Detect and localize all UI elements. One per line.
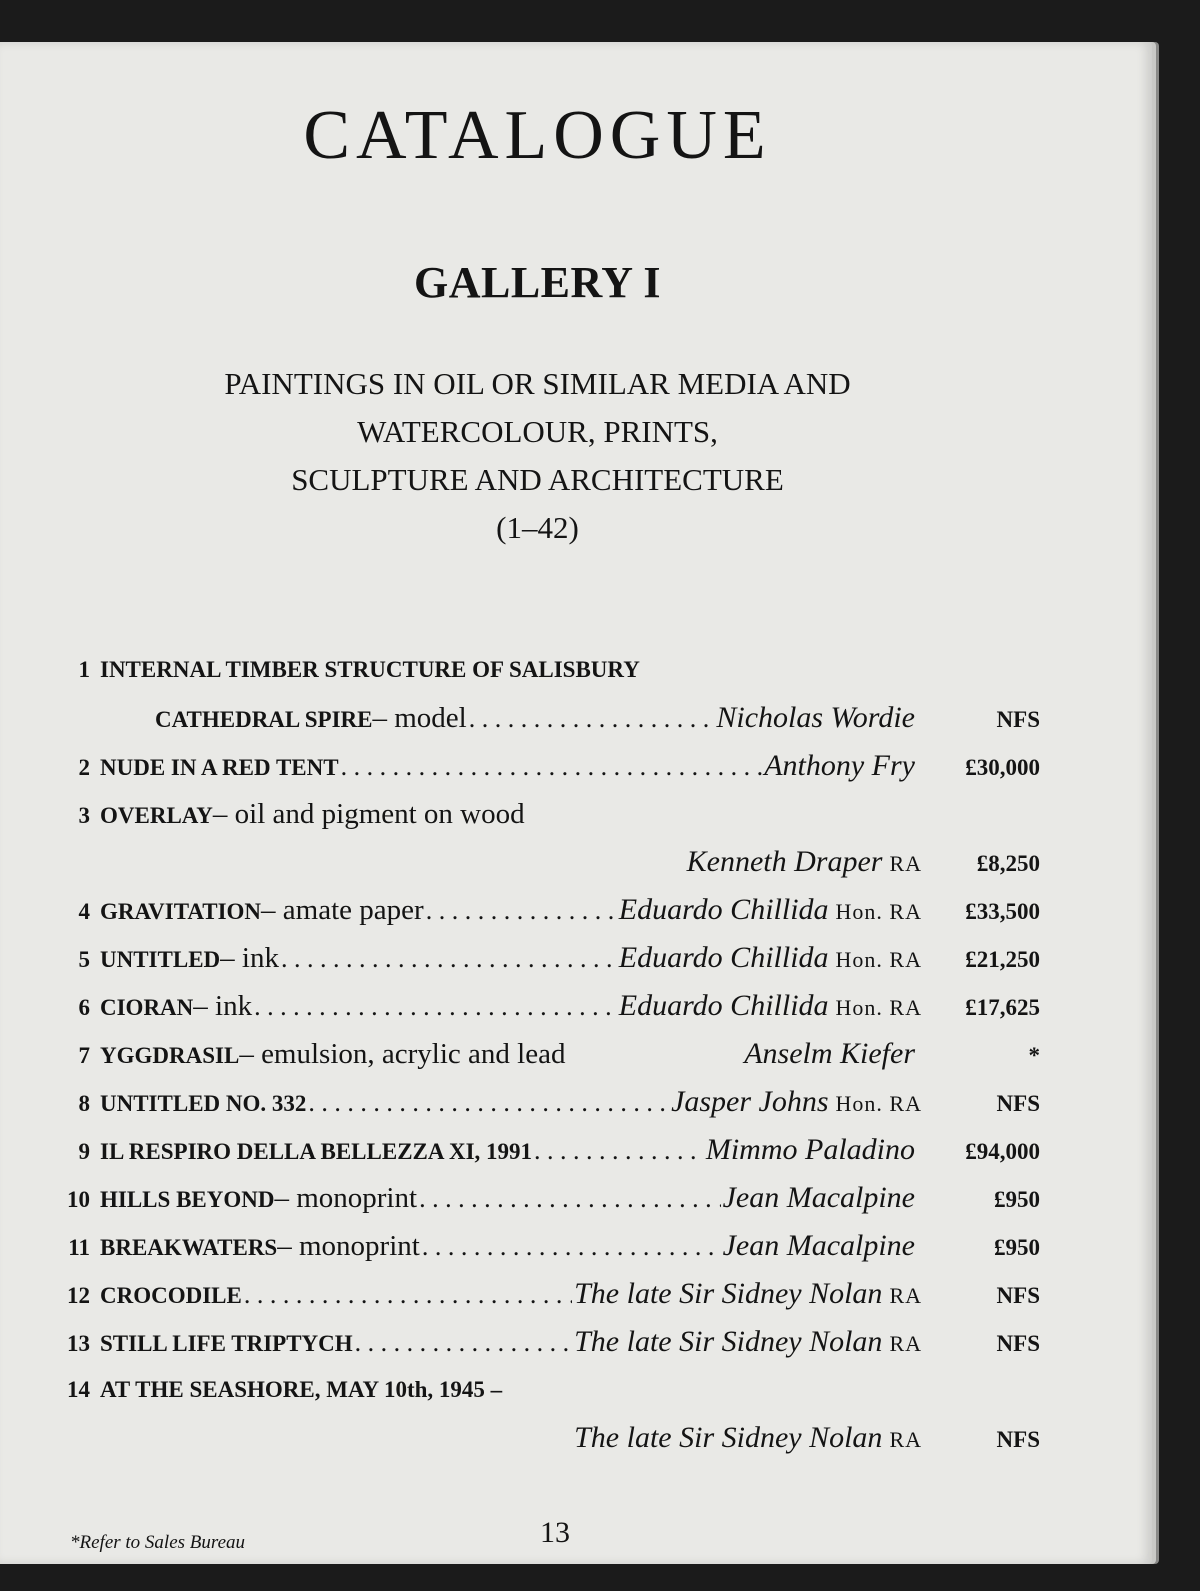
- entry-number: 4: [78, 899, 90, 924]
- entry-title: IL RESPIRO DELLA BELLEZZA XI, 1991: [100, 1139, 533, 1164]
- catalogue-entry: [60, 934, 1040, 982]
- entry-medium: – model: [372, 702, 467, 734]
- entry-price: £17,625: [965, 995, 1040, 1020]
- catalogue-entry: [60, 1366, 1040, 1414]
- leader-dots: [254, 983, 617, 1031]
- entry-artist: Eduardo Chillida: [618, 893, 829, 926]
- page-title: CATALOGUE: [303, 97, 772, 174]
- catalogue-entry: [60, 1270, 1040, 1318]
- entry-title: UNTITLED NO. 332: [100, 1091, 307, 1116]
- entry-artist: Eduardo Chillida: [618, 989, 829, 1022]
- leader-dots: [419, 1175, 721, 1223]
- footnote: *Refer to Sales Bureau: [70, 1532, 246, 1553]
- entry-medium: – ink: [193, 990, 253, 1022]
- entry-number: 1: [78, 657, 90, 682]
- entry-honor: RA: [889, 1331, 922, 1356]
- catalogue-entry: [60, 790, 1040, 838]
- subtitle-line: SCULPTURE AND ARCHITECTURE: [291, 462, 784, 497]
- entry-medium: – monoprint: [277, 1230, 420, 1262]
- entry-title: NUDE IN A RED TENT: [100, 755, 339, 780]
- entry-title: YGGDRASIL: [100, 1043, 240, 1068]
- entry-honor: RA: [889, 851, 922, 876]
- subtitle-line: (1–42): [496, 510, 579, 545]
- entry-title: AT THE SEASHORE, MAY 10th, 1945 –: [100, 1377, 503, 1402]
- entry-number: 7: [78, 1043, 90, 1068]
- catalogue-entry: [60, 1414, 1040, 1462]
- leader-dots: [422, 1223, 721, 1271]
- leader-dots: [341, 743, 763, 791]
- entry-price: NFS: [996, 1427, 1040, 1452]
- entry-price: NFS: [996, 1331, 1040, 1356]
- entry-honor: Hon. RA: [835, 899, 922, 924]
- catalogue-entry: [60, 838, 1040, 886]
- entry-number: 6: [78, 995, 90, 1020]
- catalogue-entry: [60, 1318, 1040, 1366]
- leader-dots: [244, 1271, 572, 1319]
- entry-price: *: [1028, 1043, 1040, 1068]
- entry-number: 8: [78, 1091, 90, 1116]
- entry-number: 2: [78, 755, 90, 780]
- entry-number: 10: [67, 1187, 90, 1212]
- entry-price: NFS: [996, 1283, 1040, 1308]
- entry-number: 5: [78, 947, 90, 972]
- subtitle-line: WATERCOLOUR, PRINTS,: [357, 414, 718, 449]
- entry-number: 11: [68, 1235, 90, 1260]
- entry-honor: Hon. RA: [835, 947, 922, 972]
- entry-price: £21,250: [965, 947, 1040, 972]
- catalogue-entry: [60, 982, 1040, 1030]
- entry-title: OVERLAY: [100, 803, 213, 828]
- entry-artist: Nicholas Wordie: [716, 701, 915, 734]
- leader-dots: [469, 695, 715, 743]
- entry-title: CIORAN: [100, 995, 194, 1020]
- entry-medium: – amate paper: [261, 894, 424, 926]
- entry-honor: RA: [889, 1427, 922, 1452]
- entry-price: NFS: [996, 1091, 1040, 1116]
- entry-artist: The late Sir Sidney Nolan: [574, 1421, 883, 1454]
- catalogue-entry: [60, 1222, 1040, 1270]
- subtitle-line: PAINTINGS IN OIL OR SIMILAR MEDIA AND: [224, 366, 851, 401]
- entry-title: UNTITLED: [100, 947, 221, 972]
- entry-price: £8,250: [976, 851, 1040, 876]
- entry-title: HILLS BEYOND: [100, 1187, 275, 1212]
- leader-dots: [426, 887, 617, 935]
- entry-medium: – monoprint: [274, 1182, 418, 1214]
- entry-price: NFS: [996, 707, 1040, 732]
- leader-dots: [308, 1079, 669, 1127]
- entry-number: 13: [67, 1331, 90, 1356]
- entry-artist: Jean Macalpine: [722, 1181, 915, 1214]
- entry-artist: Anselm Kiefer: [744, 1037, 915, 1070]
- catalogue-entry: [60, 1174, 1040, 1222]
- catalogue-entry: [60, 694, 1040, 742]
- entry-title: BREAKWATERS: [100, 1235, 278, 1260]
- entry-title: CATHEDRAL SPIRE: [155, 707, 373, 732]
- entry-honor: RA: [889, 1283, 922, 1308]
- entry-title: INTERNAL TIMBER STRUCTURE OF SALISBURY: [100, 657, 640, 682]
- entry-number: 14: [67, 1377, 90, 1402]
- catalogue-entry: [60, 1126, 1040, 1174]
- entry-artist: Anthony Fry: [764, 749, 915, 782]
- leader-dots: [281, 935, 617, 983]
- entry-artist: The late Sir Sidney Nolan: [574, 1325, 883, 1358]
- page-number: 13: [540, 1516, 570, 1549]
- entry-price: £950: [994, 1235, 1040, 1260]
- entry-medium: – ink: [220, 942, 279, 974]
- catalogue-entry: [60, 646, 1040, 694]
- entry-artist: Jean Macalpine: [722, 1229, 915, 1262]
- entry-title: STILL LIFE TRIPTYCH: [100, 1331, 353, 1356]
- section-subtitle: [0, 360, 1075, 552]
- entry-number: 9: [78, 1139, 90, 1164]
- entry-title: GRAVITATION: [100, 899, 262, 924]
- entry-artist: Kenneth Draper: [686, 845, 883, 878]
- entry-number: 12: [67, 1283, 90, 1308]
- entry-title: CROCODILE: [100, 1283, 242, 1308]
- entry-price: £94,000: [965, 1139, 1040, 1164]
- entry-medium: – oil and pigment on wood: [212, 798, 525, 830]
- entry-artist: Mimmo Paladino: [705, 1133, 915, 1166]
- entry-artist: The late Sir Sidney Nolan: [574, 1277, 883, 1310]
- entry-honor: Hon. RA: [835, 1091, 922, 1116]
- entry-honor: Hon. RA: [835, 995, 922, 1020]
- entry-artist: Eduardo Chillida: [618, 941, 829, 974]
- leader-dots: [355, 1319, 572, 1367]
- entry-artist: Jasper Johns: [671, 1085, 829, 1118]
- entry-number: 3: [78, 803, 90, 828]
- catalogue-page: [0, 42, 1152, 1564]
- gallery-heading: GALLERY I: [413, 258, 662, 307]
- catalogue-entry: [60, 1030, 1040, 1078]
- catalogue-entries: [60, 646, 1040, 1462]
- catalogue-entry: [60, 742, 1040, 790]
- entry-price: £30,000: [965, 755, 1040, 780]
- entry-medium: – emulsion, acrylic and lead: [239, 1038, 566, 1070]
- catalogue-entry: [60, 886, 1040, 934]
- entry-price: £33,500: [965, 899, 1040, 924]
- leader-dots: [534, 1127, 704, 1175]
- entry-price: £950: [994, 1187, 1040, 1212]
- catalogue-entry: [60, 1078, 1040, 1126]
